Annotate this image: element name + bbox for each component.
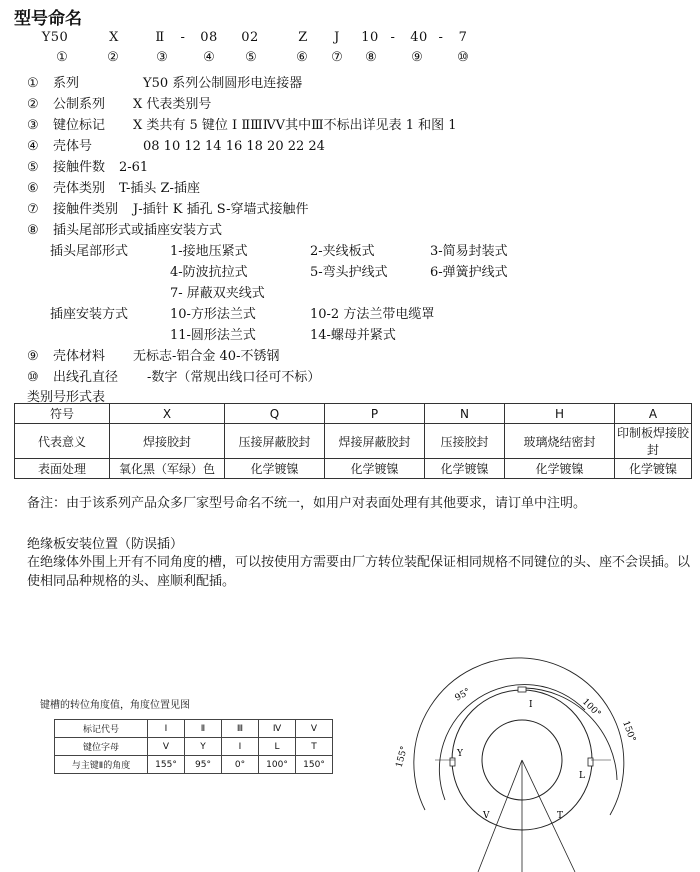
socket-mount-option: 14-螺母并紧式 <box>310 328 396 343</box>
code-part: 40 <box>410 30 428 45</box>
key-position-diagram <box>395 640 655 872</box>
item-number: ② <box>27 97 39 112</box>
position-number: ① <box>56 50 68 65</box>
code-part: X <box>109 30 119 45</box>
plug-tail-option: 4-防波抗拉式 <box>170 265 248 280</box>
table-cell: 化学镀镍 <box>225 459 325 479</box>
remark-note: 备注：由于该系列产品众多厂家型号命名不统一，如用户对表面处理有其他要求，请订单中注明。 <box>27 496 587 511</box>
item-number: ⑤ <box>27 160 39 175</box>
table-cell: L <box>259 738 296 756</box>
key-notch-I <box>518 687 526 692</box>
key-label-L: L <box>579 771 585 781</box>
item-number: ④ <box>27 139 39 154</box>
table-cell: 150° <box>296 756 333 774</box>
item-number: ① <box>27 76 39 91</box>
code-part: Ⅱ <box>155 30 165 45</box>
plug-tail-label: 插头尾部形式 <box>50 244 129 259</box>
item-value: X 类共有 5 键位 Ⅰ ⅡⅢⅣⅤ其中Ⅲ不标出详见表 1 和图 1 <box>133 118 457 133</box>
table-cell: 印制板焊接胶封 <box>615 424 692 459</box>
item-value: Y50 系列公制圆形电连接器 <box>143 76 303 91</box>
table-cell: V <box>148 738 185 756</box>
item-label: 插头尾部形式或插座安装方式 <box>53 223 223 238</box>
angle-label-155: 155° <box>395 745 410 769</box>
insulator-text: 在绝缘体外围上开有不同角度的槽，可以按使用方需要由厂方转位装配保证相同规格不同键位的头、座不会误插。以使相同品种规格的头、座顺利配插。 <box>27 555 691 589</box>
table-cell: 与主键Ⅱ的角度 <box>55 756 148 774</box>
position-number: ⑩ <box>457 50 469 65</box>
header-cell: P <box>325 404 425 424</box>
angle-table-caption: 键槽的转位角度值，角度位置见图 <box>40 700 190 711</box>
header-cell: N <box>425 404 505 424</box>
table-cell: 键位字母 <box>55 738 148 756</box>
header-cell: X <box>110 404 225 424</box>
table-cell: 压接屏蔽胶封 <box>225 424 325 459</box>
item-line <box>27 93 211 112</box>
item-line <box>27 135 325 154</box>
key-notch-L <box>588 758 593 766</box>
item-label: 接触件数 <box>53 160 106 175</box>
code-part: - <box>390 30 396 45</box>
item-label: 接触件类别 <box>53 202 119 217</box>
item-line <box>27 366 320 385</box>
header-cell: Q <box>225 404 325 424</box>
angle-label-95: 95° <box>453 686 473 704</box>
table-cell: 化学镀镍 <box>505 459 615 479</box>
item-value: 2-61 <box>119 160 149 175</box>
item-label: 键位标记 <box>53 118 106 133</box>
item-line <box>27 156 148 175</box>
code-part: 7 <box>458 30 468 45</box>
code-part: 10 <box>361 30 379 45</box>
header-cell: A <box>615 404 692 424</box>
plug-tail-option: 1-接地压紧式 <box>170 244 248 259</box>
position-number: ⑧ <box>365 50 377 65</box>
position-number: ⑤ <box>245 50 257 65</box>
item-label: 壳体类别 <box>53 181 106 196</box>
dimension-arc-outer <box>414 658 624 815</box>
code-part: - <box>180 30 186 45</box>
key-label-V: V <box>483 811 490 821</box>
item-line <box>27 198 309 217</box>
angle-label-100: 100° <box>579 697 603 720</box>
class-table <box>14 403 692 479</box>
code-part: J <box>334 30 340 45</box>
table-cell: 压接胶封 <box>425 424 505 459</box>
table-row <box>55 720 333 738</box>
item-line <box>27 345 279 364</box>
item-number: ⑩ <box>27 370 39 385</box>
header-cell: 符号 <box>15 404 110 424</box>
item-value: J-插针 K 插孔 S-穿墙式接触件 <box>133 202 309 217</box>
key-label-I: I <box>529 700 533 710</box>
item-number: ③ <box>27 118 39 133</box>
table-cell: 标记代号 <box>55 720 148 738</box>
item-value: X 代表类别号 <box>133 97 212 112</box>
table-cell: Ⅰ <box>148 720 185 738</box>
code-part: Z <box>298 30 308 45</box>
key-label-T: T <box>557 811 564 821</box>
item-line <box>27 177 200 196</box>
table-cell: 氧化黑（军绿）色 <box>110 459 225 479</box>
key-label-Y: Y <box>457 749 463 759</box>
socket-mount-option: 10-方形法兰式 <box>170 307 256 322</box>
item-label: 出线孔直径 <box>53 370 119 385</box>
dimension-arc-100 <box>525 688 617 780</box>
socket-mount-label: 插座安装方式 <box>50 307 129 322</box>
item-label: 系列 <box>53 76 80 91</box>
socket-mount-option: 10-2 方法兰带电缆罩 <box>310 307 435 322</box>
position-number: ③ <box>156 50 168 65</box>
item-number: ⑨ <box>27 349 39 364</box>
table-row <box>55 756 333 774</box>
plug-tail-option: 5-弯头护线式 <box>310 265 388 280</box>
plug-tail-option: 3-简易封装式 <box>430 244 508 259</box>
table-cell: T <box>296 738 333 756</box>
table-cell: 化学镀镍 <box>425 459 505 479</box>
item-label: 壳体材料 <box>53 349 106 364</box>
code-part: 02 <box>241 30 259 45</box>
position-number: ② <box>107 50 119 65</box>
item-number: ⑥ <box>27 181 39 196</box>
item-line <box>27 219 222 238</box>
table-cell: 玻璃烧结密封 <box>505 424 615 459</box>
item-value: 08 10 12 14 16 18 20 22 24 <box>143 139 325 154</box>
plug-tail-option: 6-弹簧护线式 <box>430 265 508 280</box>
table-header-row <box>15 404 692 424</box>
header-cell: H <box>505 404 615 424</box>
table-cell: 表面处理 <box>15 459 110 479</box>
table-cell: Ⅱ <box>185 720 222 738</box>
item-label: 壳体号 <box>53 139 93 154</box>
table-row <box>15 459 692 479</box>
table-cell: 0° <box>222 756 259 774</box>
angle-table <box>54 719 333 774</box>
plug-tail-option: 2-夹线板式 <box>310 244 375 259</box>
table-cell: 化学镀镍 <box>615 459 692 479</box>
socket-mount-option: 11-圆形法兰式 <box>170 328 256 343</box>
radial-line-T <box>522 760 575 872</box>
item-value: 无标志-铝合金 40-不锈钢 <box>133 349 280 364</box>
code-part: 08 <box>200 30 218 45</box>
table-cell: 100° <box>259 756 296 774</box>
angle-label-150: 150° <box>620 719 637 744</box>
insulator-title: 绝缘板安装位置（防误插） <box>27 537 184 552</box>
table-row <box>55 738 333 756</box>
page-title: 型号命名 <box>14 9 82 29</box>
class-table-caption: 类别号形式表 <box>27 390 106 405</box>
table-cell: I <box>222 738 259 756</box>
position-number: ⑥ <box>296 50 308 65</box>
code-part: Y50 <box>41 30 69 45</box>
position-number: ⑨ <box>411 50 423 65</box>
key-notch-Y <box>450 758 455 766</box>
table-cell: Ⅲ <box>222 720 259 738</box>
table-cell: 95° <box>185 756 222 774</box>
table-cell: 焊接胶封 <box>110 424 225 459</box>
item-value: -数字（常规出线口径可不标） <box>147 370 321 385</box>
table-cell: 代表意义 <box>15 424 110 459</box>
position-number: ⑦ <box>331 50 343 65</box>
code-position-numbers <box>0 50 700 68</box>
item-label: 公制系列 <box>53 97 106 112</box>
item-number: ⑦ <box>27 202 39 217</box>
table-cell: 焊接屏蔽胶封 <box>325 424 425 459</box>
code-part: - <box>438 30 444 45</box>
item-value: T-插头 Z-插座 <box>119 181 200 196</box>
item-line <box>27 72 302 91</box>
item-line <box>27 114 457 133</box>
plug-tail-option: 7- 屏蔽双夹线式 <box>170 286 265 301</box>
table-cell: Y <box>185 738 222 756</box>
table-cell: 化学镀镍 <box>325 459 425 479</box>
table-cell: Ⅳ <box>259 720 296 738</box>
table-row <box>15 424 692 459</box>
model-code-line <box>0 30 700 48</box>
position-number: ④ <box>203 50 215 65</box>
item-number: ⑧ <box>27 223 39 238</box>
table-cell: Ⅴ <box>296 720 333 738</box>
table-cell: 155° <box>148 756 185 774</box>
